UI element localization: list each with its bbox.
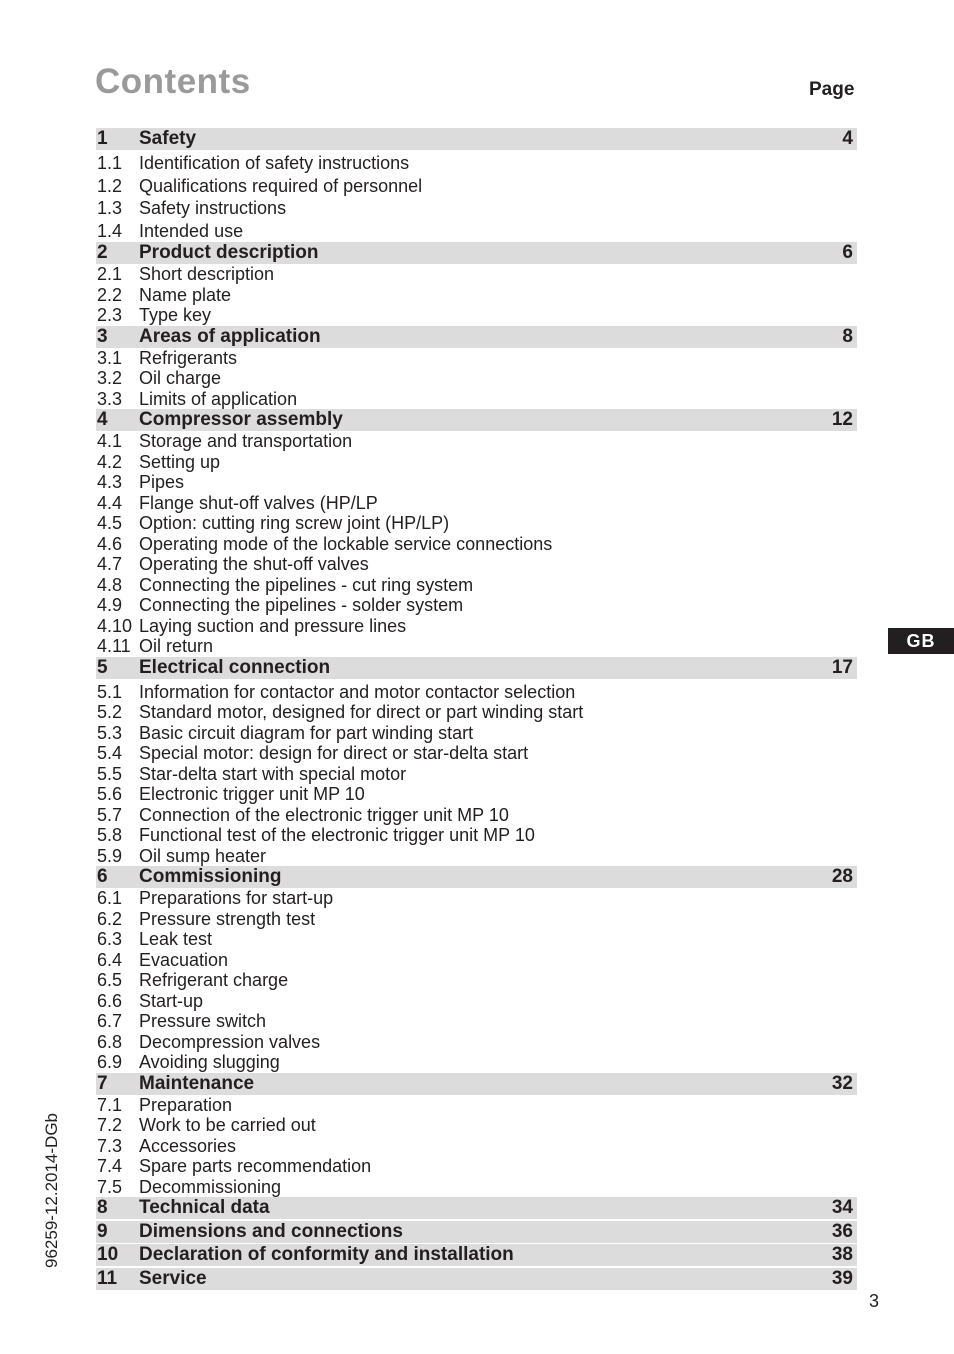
item-number: 7.4 xyxy=(97,1156,123,1176)
toc-item[interactable] xyxy=(96,929,857,950)
item-number: 4.9 xyxy=(97,595,123,615)
toc-item[interactable] xyxy=(96,950,857,971)
toc-item[interactable] xyxy=(96,1156,857,1177)
toc-item[interactable] xyxy=(96,1052,857,1073)
item-number: 6.3 xyxy=(97,929,123,949)
toc-item[interactable] xyxy=(96,784,857,805)
toc-item[interactable] xyxy=(96,616,857,637)
item-title: Pipes xyxy=(139,472,185,492)
item-number: 4.8 xyxy=(97,574,123,595)
toc-item[interactable] xyxy=(96,743,857,764)
section-page: 36 xyxy=(831,1220,853,1242)
toc-section[interactable] xyxy=(96,866,857,888)
section-page: 34 xyxy=(831,1197,853,1218)
toc-item[interactable] xyxy=(96,285,857,306)
section-page: 38 xyxy=(831,1244,853,1265)
item-number: 4.11 xyxy=(97,636,131,656)
item-number: 4.3 xyxy=(97,472,123,492)
toc-item[interactable] xyxy=(96,1136,857,1157)
item-number: 4.1 xyxy=(97,431,123,451)
item-title: Start-up xyxy=(139,990,204,1011)
item-title: Setting up xyxy=(139,451,221,472)
toc-section[interactable] xyxy=(96,1221,857,1243)
toc-section[interactable] xyxy=(96,657,857,679)
item-title: Refrigerants xyxy=(139,347,238,368)
section-page: 32 xyxy=(831,1072,853,1094)
item-title: Oil sump heater xyxy=(139,845,267,866)
section-page: 28 xyxy=(831,866,853,887)
section-number: 7 xyxy=(97,1072,108,1094)
item-number: 7.5 xyxy=(97,1176,123,1197)
section-title: Product description xyxy=(139,242,319,263)
item-number: 1.2 xyxy=(97,175,123,196)
item-title: Star-delta start with special motor xyxy=(139,763,407,784)
item-number: 4.4 xyxy=(97,492,123,513)
item-title: Pressure strength test xyxy=(139,908,316,929)
item-title: Identification of safety instructions xyxy=(139,153,410,173)
item-number: 4.7 xyxy=(97,554,123,574)
toc-section[interactable] xyxy=(96,409,857,431)
toc-item[interactable] xyxy=(96,264,857,285)
toc-item[interactable] xyxy=(96,175,857,198)
page-title: Contents xyxy=(95,62,251,101)
toc-item[interactable] xyxy=(96,1095,857,1116)
item-title: Avoiding slugging xyxy=(139,1052,280,1072)
section-title: Declaration of conformity and installation xyxy=(139,1244,514,1265)
item-number: 7.1 xyxy=(97,1094,123,1115)
toc-item[interactable] xyxy=(96,493,857,514)
item-title: Standard motor, designed for direct or part winding start xyxy=(139,702,584,722)
item-title: Storage and transportation xyxy=(139,431,353,451)
toc-section[interactable] xyxy=(96,128,857,150)
item-number: 6.6 xyxy=(97,990,123,1011)
item-title: Preparation xyxy=(139,1094,233,1115)
section-title: Areas of application xyxy=(139,325,321,347)
toc-item[interactable] xyxy=(96,970,857,991)
section-number: 3 xyxy=(97,325,108,347)
section-page: 17 xyxy=(831,656,853,678)
item-title: Functional test of the electronic trigger unit MP 10 xyxy=(139,825,535,845)
item-number: 3.2 xyxy=(97,368,123,388)
item-title: Preparations for start-up xyxy=(139,888,334,908)
item-title: Connecting the pipelines - cut ring system xyxy=(139,574,474,595)
item-number: 5.4 xyxy=(97,743,123,763)
toc-section[interactable] xyxy=(96,1073,857,1095)
item-number: 1.1 xyxy=(97,153,123,173)
toc-item[interactable] xyxy=(96,909,857,930)
section-page: 6 xyxy=(842,242,853,263)
toc-section[interactable] xyxy=(96,1197,857,1219)
toc-section[interactable] xyxy=(96,1268,857,1290)
item-title: Oil return xyxy=(139,636,214,656)
item-title: Special motor: design for direct or star-delta start xyxy=(139,743,529,763)
toc-item[interactable] xyxy=(96,846,857,867)
item-number: 6.9 xyxy=(97,1052,123,1072)
toc-item[interactable] xyxy=(96,764,857,785)
item-title: Information for contactor and motor contactor selection xyxy=(139,681,576,702)
toc-item[interactable] xyxy=(96,575,857,596)
toc-item[interactable] xyxy=(96,991,857,1012)
item-title: Decommissioning xyxy=(139,1176,282,1197)
toc-item[interactable] xyxy=(96,702,857,723)
section-title: Electrical connection xyxy=(139,656,331,678)
item-title: Oil charge xyxy=(139,368,222,388)
item-number: 1.3 xyxy=(97,198,123,218)
toc-item[interactable] xyxy=(96,431,857,452)
toc-item[interactable] xyxy=(96,1115,857,1136)
item-title: Intended use xyxy=(139,220,244,241)
item-title: Work to be carried out xyxy=(139,1115,316,1135)
item-number: 4.2 xyxy=(97,451,123,472)
document-id: 96259-12.2014-DGb xyxy=(42,1112,61,1268)
toc-item[interactable] xyxy=(96,1032,857,1053)
section-page: 4 xyxy=(842,128,853,149)
toc-section[interactable] xyxy=(96,242,857,264)
item-title: Name plate xyxy=(139,284,232,305)
item-number: 5.1 xyxy=(97,681,123,702)
item-number: 6.4 xyxy=(97,949,123,970)
toc-item[interactable] xyxy=(96,1011,857,1032)
item-title: Type key xyxy=(139,305,212,325)
item-title: Decompression valves xyxy=(139,1031,321,1052)
item-number: 6.1 xyxy=(97,888,123,908)
section-page: 39 xyxy=(831,1267,853,1289)
toc-item[interactable] xyxy=(96,513,857,534)
item-number: 6.7 xyxy=(97,1011,123,1031)
item-number: 1.4 xyxy=(97,220,123,241)
section-title: Service xyxy=(139,1267,207,1289)
item-title: Operating the shut-off valves xyxy=(139,554,369,574)
item-number: 3.1 xyxy=(97,347,123,368)
item-number: 5.5 xyxy=(97,763,123,784)
section-page: 8 xyxy=(842,325,853,347)
section-number: 5 xyxy=(97,656,108,678)
toc-item[interactable] xyxy=(96,554,857,575)
item-title: Operating mode of the lockable service connections xyxy=(139,533,553,554)
toc-item[interactable] xyxy=(96,1177,857,1198)
item-number: 5.9 xyxy=(97,845,123,866)
item-number: 6.5 xyxy=(97,970,123,990)
item-title: Evacuation xyxy=(139,949,229,970)
toc-item[interactable] xyxy=(96,723,857,744)
section-title: Dimensions and connections xyxy=(139,1220,403,1242)
section-number: 4 xyxy=(97,409,108,430)
item-title: Basic circuit diagram for part winding start xyxy=(139,722,474,743)
toc-item[interactable] xyxy=(96,682,857,703)
item-title: Leak test xyxy=(139,929,213,949)
item-number: 6.2 xyxy=(97,908,123,929)
section-title: Maintenance xyxy=(139,1072,255,1094)
toc-item[interactable] xyxy=(96,636,857,657)
item-number: 7.2 xyxy=(97,1115,123,1135)
toc-item[interactable] xyxy=(96,595,857,616)
toc-item[interactable] xyxy=(96,152,857,175)
section-number: 1 xyxy=(97,128,108,149)
item-number: 5.8 xyxy=(97,825,123,845)
toc-item[interactable] xyxy=(96,197,857,220)
item-title: Accessories xyxy=(139,1135,237,1156)
toc-item[interactable] xyxy=(96,348,857,369)
toc-item[interactable] xyxy=(96,305,857,326)
toc-item[interactable] xyxy=(96,825,857,846)
item-number: 4.6 xyxy=(97,533,123,554)
toc-item[interactable] xyxy=(96,805,857,826)
item-title: Laying suction and pressure lines xyxy=(139,615,407,636)
item-number: 5.7 xyxy=(97,804,123,825)
item-title: Qualifications required of personnel xyxy=(139,175,423,196)
item-number: 2.3 xyxy=(97,305,123,325)
item-title: Spare parts recommendation xyxy=(139,1156,372,1176)
section-number: 11 xyxy=(97,1267,118,1289)
item-number: 6.8 xyxy=(97,1031,123,1052)
item-title: Short description xyxy=(139,264,275,284)
language-tab: GB xyxy=(888,628,954,654)
section-title: Safety xyxy=(139,128,197,149)
section-number: 2 xyxy=(97,242,108,263)
page-column-label: Page xyxy=(809,79,855,100)
section-number: 9 xyxy=(97,1220,108,1242)
item-title: Electronic trigger unit MP 10 xyxy=(139,784,365,804)
item-title: Option: cutting ring screw joint (HP/LP) xyxy=(139,513,450,533)
item-number: 7.3 xyxy=(97,1135,123,1156)
page-number: 3 xyxy=(869,1291,880,1311)
section-page: 12 xyxy=(831,409,853,430)
toc-item[interactable] xyxy=(96,389,857,410)
table-of-contents xyxy=(96,128,857,1291)
item-number: 4.10 xyxy=(97,615,133,636)
item-number: 5.2 xyxy=(97,702,123,722)
item-number: 3.3 xyxy=(97,388,123,409)
item-number: 4.5 xyxy=(97,513,123,533)
item-title: Connection of the electronic trigger unit MP 10 xyxy=(139,804,509,825)
toc-item[interactable] xyxy=(96,534,857,555)
toc-item[interactable] xyxy=(96,472,857,493)
section-title: Technical data xyxy=(139,1197,270,1218)
section-title: Commissioning xyxy=(139,866,282,887)
item-title: Refrigerant charge xyxy=(139,970,289,990)
item-number: 2.2 xyxy=(97,284,123,305)
item-title: Limits of application xyxy=(139,388,298,409)
toc-item[interactable] xyxy=(96,368,857,389)
section-number: 6 xyxy=(97,866,108,887)
item-number: 5.6 xyxy=(97,784,123,804)
toc-section[interactable] xyxy=(96,326,857,348)
item-title: Pressure switch xyxy=(139,1011,267,1031)
item-number: 2.1 xyxy=(97,264,123,284)
toc-item[interactable] xyxy=(96,888,857,909)
item-title: Safety instructions xyxy=(139,198,287,218)
item-title: Flange shut-off valves (HP/LP xyxy=(139,492,378,513)
toc-item[interactable] xyxy=(96,220,857,243)
toc-section[interactable] xyxy=(96,1244,857,1266)
section-number: 8 xyxy=(97,1197,108,1218)
item-title: Connecting the pipelines - solder system xyxy=(139,595,464,615)
toc-item[interactable] xyxy=(96,452,857,473)
item-number: 5.3 xyxy=(97,722,123,743)
section-title: Compressor assembly xyxy=(139,409,343,430)
section-number: 10 xyxy=(97,1244,119,1265)
